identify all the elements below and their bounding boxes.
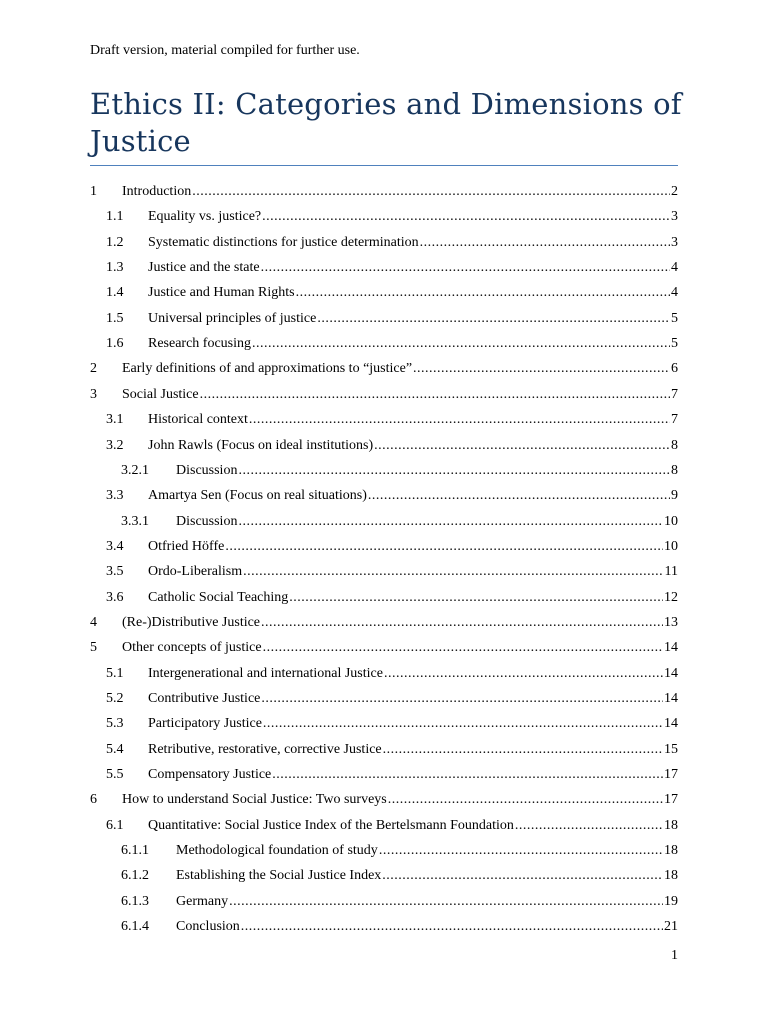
toc-entry[interactable] xyxy=(121,916,678,938)
toc-entry-number: 5.3 xyxy=(106,716,124,732)
toc-entry-label: Historical context xyxy=(148,412,248,428)
toc-dot-leader xyxy=(262,206,670,228)
toc-entry-page: 4 xyxy=(671,285,678,301)
toc-dot-leader xyxy=(515,815,663,837)
toc-entry-label: Intergenerational and international Justice xyxy=(148,665,383,681)
toc-entry[interactable] xyxy=(106,536,678,558)
toc-entry-number: 5.2 xyxy=(106,691,124,706)
toc-entry-label: Justice and Human Rights xyxy=(148,285,295,301)
toc-entry-number: 3.6 xyxy=(106,589,124,605)
toc-entry-label: Justice and the state xyxy=(148,260,260,276)
toc-entry-label: Universal principles of justice xyxy=(148,310,317,326)
toc-entry[interactable] xyxy=(106,485,678,507)
toc-entry-label: Equality vs. justice? xyxy=(148,209,262,225)
toc-dot-leader xyxy=(420,232,670,254)
toc-entry-page: 17 xyxy=(664,792,678,808)
toc-entry-page: 3 xyxy=(671,234,678,250)
toc-dot-leader xyxy=(379,840,663,862)
toc-entry[interactable] xyxy=(121,865,678,887)
toc-entry-page: 7 xyxy=(671,386,678,402)
toc-dot-leader xyxy=(289,587,663,609)
toc-entry-number: 6.1.3 xyxy=(121,893,149,909)
toc-entry[interactable] xyxy=(106,739,678,761)
toc-entry-number: 5 xyxy=(90,640,97,656)
header-note: Draft version, material compiled for further use. xyxy=(90,43,360,58)
toc-entry-number: 3.2.1 xyxy=(121,462,149,478)
toc-dot-leader xyxy=(413,358,670,380)
toc-entry-label: Conclusion xyxy=(176,919,240,935)
toc-entry-label: Establishing the Social Justice Index xyxy=(176,868,382,884)
toc-entry-page: 10 xyxy=(664,513,678,529)
toc-entry-number: 3 xyxy=(90,386,97,402)
toc-entry-label: Research focusing xyxy=(148,336,252,352)
toc-entry-label: John Rawls (Focus on ideal institutions) xyxy=(148,437,374,453)
toc-dot-leader xyxy=(261,257,670,279)
toc-entry-label: Discussion xyxy=(176,513,238,529)
toc-entry[interactable] xyxy=(106,688,678,710)
toc-dot-leader xyxy=(382,865,663,887)
toc-entry-label: Compensatory Justice xyxy=(148,767,272,783)
toc-entry-label: Methodological foundation of study xyxy=(176,843,378,859)
page-number: 1 xyxy=(671,948,678,963)
toc-entry[interactable] xyxy=(106,282,678,304)
toc-entry[interactable] xyxy=(90,358,678,380)
toc-entry[interactable] xyxy=(106,206,678,228)
toc-entry[interactable] xyxy=(106,409,678,431)
toc-entry[interactable] xyxy=(121,511,678,533)
toc-dot-leader xyxy=(368,485,670,507)
toc-dot-leader xyxy=(249,409,670,431)
toc-entry-number: 6 xyxy=(90,792,97,808)
toc-entry-number: 3.2 xyxy=(106,437,124,453)
toc-entry-page: 6 xyxy=(671,361,678,377)
toc-entry[interactable] xyxy=(106,333,678,355)
toc-entry-number: 3.4 xyxy=(106,538,124,554)
toc-entry[interactable] xyxy=(106,764,678,786)
toc-entry-number: 5.4 xyxy=(106,741,124,757)
toc-entry-number: 1.2 xyxy=(106,234,124,250)
toc-entry-page: 2 xyxy=(671,184,678,199)
toc-dot-leader xyxy=(241,916,663,938)
toc-dot-leader xyxy=(374,435,670,457)
toc-entry-label: Otfried Höffe xyxy=(148,538,225,554)
toc-entry-label: Retributive, restorative, corrective Justice xyxy=(148,741,382,757)
toc-dot-leader xyxy=(383,739,663,761)
toc-dot-leader xyxy=(296,282,670,304)
toc-entry-label: Catholic Social Teaching xyxy=(148,589,289,605)
toc-entry[interactable] xyxy=(90,384,678,406)
toc-entry-page: 10 xyxy=(664,538,678,554)
toc-dot-leader xyxy=(317,308,670,330)
toc-entry-label: (Re-)Distributive Justice xyxy=(122,614,261,630)
toc-entry[interactable] xyxy=(90,612,678,634)
toc-entry-number: 5.5 xyxy=(106,767,124,783)
toc-entry-number: 6.1.1 xyxy=(121,843,149,859)
toc-entry-number: 3.3 xyxy=(106,488,124,504)
toc-entry-page: 5 xyxy=(671,310,678,326)
toc-entry-page: 17 xyxy=(664,767,678,783)
toc-entry-page: 12 xyxy=(664,589,678,605)
toc-entry-page: 13 xyxy=(664,614,678,630)
toc-dot-leader xyxy=(263,713,663,735)
toc-entry[interactable] xyxy=(90,637,678,659)
toc-entry-number: 1.4 xyxy=(106,285,124,301)
toc-entry-label: Systematic distinctions for justice determination xyxy=(148,234,419,250)
toc-entry-label: Participatory Justice xyxy=(148,716,262,732)
toc-entry-number: 1 xyxy=(90,184,97,199)
toc-entry-label: Early definitions of and approximations to “justice” xyxy=(122,361,413,377)
toc-dot-leader xyxy=(243,561,663,583)
toc-entry-label: Introduction xyxy=(122,184,192,199)
toc-entry-number: 1.1 xyxy=(106,209,124,225)
toc-entry[interactable] xyxy=(106,561,678,583)
toc-entry[interactable] xyxy=(121,891,678,913)
toc-entry-label: Discussion xyxy=(176,462,238,478)
toc-entry-page: 18 xyxy=(664,868,678,884)
toc-entry[interactable] xyxy=(106,663,678,685)
toc-entry[interactable] xyxy=(90,789,678,811)
toc-entry-page: 8 xyxy=(671,462,678,478)
toc-entry-page: 14 xyxy=(664,691,678,706)
toc-entry-number: 1.5 xyxy=(106,310,124,326)
toc-entry-page: 14 xyxy=(664,716,678,732)
toc-entry-page: 14 xyxy=(664,665,678,681)
toc-entry-page: 3 xyxy=(671,209,678,225)
toc-entry-page: 21 xyxy=(664,919,678,935)
toc-entry-label: Ordo-Liberalism xyxy=(148,564,243,580)
toc-dot-leader xyxy=(200,384,670,406)
toc-dot-leader xyxy=(252,333,670,355)
toc-entry-label: How to understand Social Justice: Two surveys xyxy=(122,792,387,808)
toc-entry-number: 6.1.2 xyxy=(121,868,149,884)
toc-entry-page: 5 xyxy=(671,336,678,352)
toc-entry-page: 7 xyxy=(671,412,678,428)
toc-entry[interactable] xyxy=(106,435,678,457)
toc-entry-number: 3.1 xyxy=(106,412,124,428)
toc-entry-page: 11 xyxy=(664,564,678,580)
toc-entry[interactable] xyxy=(106,308,678,330)
toc-entry-page: 9 xyxy=(671,488,678,504)
toc-entry-number: 6.1 xyxy=(106,817,124,833)
toc-entry-label: Amartya Sen (Focus on real situations) xyxy=(148,488,367,504)
toc-entry-page: 19 xyxy=(664,893,678,909)
toc-entry-number: 3.3.1 xyxy=(121,513,149,529)
toc-dot-leader xyxy=(238,511,663,533)
title-divider xyxy=(90,165,678,166)
toc-entry-number: 4 xyxy=(90,614,97,630)
toc-dot-leader xyxy=(272,764,663,786)
toc-entry-page: 14 xyxy=(664,640,678,656)
toc-entry-number: 2 xyxy=(90,361,97,377)
toc-entry[interactable] xyxy=(121,840,678,862)
toc-entry-number: 6.1.4 xyxy=(121,919,149,935)
toc-entry-number: 1.3 xyxy=(106,260,124,276)
toc-entry-page: 4 xyxy=(671,260,678,276)
toc-entry-label: Other concepts of justice xyxy=(122,640,262,656)
toc-entry[interactable] xyxy=(106,257,678,279)
toc-entry[interactable] xyxy=(90,181,678,203)
toc-dot-leader xyxy=(388,789,663,811)
toc-dot-leader xyxy=(384,663,663,685)
toc-entry-label: Contributive Justice xyxy=(148,691,261,706)
toc-entry-page: 15 xyxy=(664,741,678,757)
toc-dot-leader xyxy=(225,536,663,558)
toc-dot-leader xyxy=(263,637,663,659)
toc-entry-label: Germany xyxy=(176,893,229,909)
toc-entry-number: 5.1 xyxy=(106,665,124,681)
toc-entry-label: Social Justice xyxy=(122,386,199,402)
toc-entry-page: 8 xyxy=(671,437,678,453)
toc-entry-number: 1.6 xyxy=(106,336,124,352)
toc-entry-page: 18 xyxy=(664,843,678,859)
toc-dot-leader xyxy=(238,460,670,482)
toc-entry[interactable] xyxy=(106,232,678,254)
toc-dot-leader xyxy=(192,181,670,203)
toc-dot-leader xyxy=(261,612,663,634)
toc-dot-leader xyxy=(261,688,663,710)
toc-entry[interactable] xyxy=(121,460,678,482)
toc-entry-label: Quantitative: Social Justice Index of the Bertelsmann Foundation xyxy=(148,817,514,833)
toc-entry[interactable] xyxy=(106,587,678,609)
toc-entry-page: 18 xyxy=(664,817,678,833)
toc-dot-leader xyxy=(229,891,663,913)
toc-entry[interactable] xyxy=(106,713,678,735)
document-title: Ethics II: Categories and Dimensions of Justice xyxy=(90,87,682,158)
toc-entry[interactable] xyxy=(106,815,678,837)
toc-entry-number: 3.5 xyxy=(106,564,124,580)
